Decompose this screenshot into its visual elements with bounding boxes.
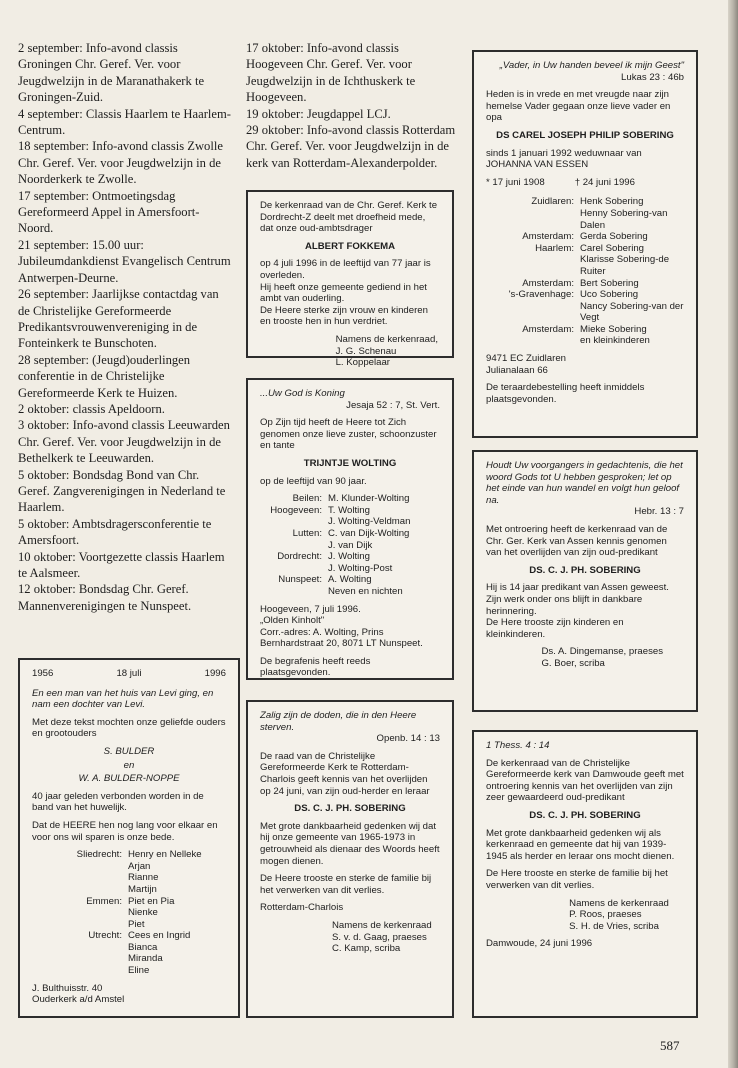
notice-wolting <box>246 378 454 680</box>
agenda-item: 12 oktober: Bondsdag Chr. Geref. Mannenverenigingen te Nunspeet. <box>18 582 192 613</box>
agenda-item: 29 oktober: Info-avond classis Rotterdam Chr. Geref. Ver. voor Jeugdwelzijn in de kerk van Rotterdam-Alexanderpolder. <box>246 123 456 170</box>
death-date: † 24 juni 1996 <box>574 176 635 188</box>
footer: Hoogeveen, 7 juli 1996. „Olden Kinholt" Corr.-adres: A. Wolting, Prins Bernhardstraat 20, 8071 LT Nunspeet. <box>260 603 423 650</box>
family-row: Amsterdam: Mieke Sobering en kleinkinderen <box>522 323 650 347</box>
notice-fokkema <box>246 190 454 369</box>
verse: Zalig zijn de doden, die in den Heere sterven. <box>260 710 417 733</box>
and: en <box>123 759 135 771</box>
family-row: 's-Gravenhage: Uco Sobering Nancy Sobering-van der Vegt <box>508 289 684 324</box>
text: 40 jaar geleden verbonden worden in de band van het huwelijk. <box>32 790 204 814</box>
deceased-name: DS. C. J. PH. SOBERING <box>294 803 406 815</box>
verse: En een man van het huis van Levi ging, en nam een dochter van Levi. <box>32 687 214 711</box>
year-from: 1956 <box>32 668 54 679</box>
text: Met grote dankbaarheid gedenken wij als kerkenraad en gemeente dat hij van 1939-1945 als herder en leraar ons mocht dienen. <box>486 827 675 862</box>
intro: Met ontroering heeft de kerkenraad van de Chr. Ger. Kerk van Assen kennis genomen van het overlijden van zijn oud-predikant <box>486 523 668 559</box>
verse-ref: Lukas 23 : 46b <box>621 71 684 83</box>
agenda-item: 21 september: 15.00 uur: Jubileumdankdienst Evangelisch Centrum Antwerpen-Deurne. <box>18 237 231 285</box>
verse-ref: Hebr. 13 : 7 <box>634 506 684 518</box>
notice-damwoude <box>472 730 698 1018</box>
agenda-item: 19 oktober: Jeugdappel LCJ. <box>246 106 391 121</box>
age: op de leeftijd van 90 jaar. <box>260 475 367 487</box>
agenda-item: 3 oktober: Info-avond classis Leeuwarden Chr. Geref. Ver. voor Jeugdwelzijn in de Bethelkerk te Leeuwarden. <box>18 418 230 466</box>
signature: Namens de kerkenraad P. Roos, praeses S. H. de Vries, scriba <box>569 897 669 932</box>
agenda-item: 4 september: Classis Haarlem te Haarlem-Centrum. <box>18 106 231 138</box>
address: 9471 EC Zuidlaren Julianalaan 66 <box>486 353 566 376</box>
family-row: Utrecht: Cees en Ingrid Bianca Miranda Eline <box>88 930 191 977</box>
deceased-name: DS CAREL JOSEPH PHILIP SOBERING <box>496 129 674 141</box>
agenda-item: 17 oktober: Info-avond classis Hoogeveen Chr. Geref. Ver. voor Jeugdwelzijn in de Ichthuskerk te Hoogeveen. <box>246 41 416 105</box>
agenda-item: 5 oktober: Bondsdag Bond van Chr. Geref. Zangverenigingen in Nederland te Haarlem. <box>18 467 226 515</box>
family-row: Zuidlaren: Henk Sobering Henny Sobering-van Dalen <box>531 196 668 231</box>
intro: De kerkenraad van de Chr. Geref. Kerk te Dordrecht-Z deelt met droefheid mede, dat onze oud-ambtsdrager <box>260 200 438 235</box>
text: De Heere sterke zijn vrouw en kinderen en trooste hen in hun verdriet. <box>260 304 428 328</box>
family-list <box>32 849 226 977</box>
name-wife: W. A. BULDER-NOPPE <box>78 773 180 785</box>
place: Rotterdam-Charlois <box>260 902 344 914</box>
signature: Namens de kerkenraad S. v. d. Gaag, praeses C. Kamp, scriba <box>332 919 432 955</box>
verse: ...Uw God is Koning <box>260 388 345 399</box>
family-row: Nunspeet: A. Wolting Neven en nichten <box>278 574 403 597</box>
agenda-item: 2 oktober: classis Apeldoorn. <box>18 401 165 416</box>
family-row: Dordrecht: J. Wolting J. Wolting-Post <box>277 551 393 574</box>
family-row: Haarlem: Carel Sobering Klarisse Sobering-de Ruiter <box>535 242 670 277</box>
deceased-name: DS. C. J. PH. SOBERING <box>529 809 641 821</box>
agenda-item: 2 september: Info-avond classis Groningen Chr. Geref. Ver. voor Jeugdwelzijn in de Maranathakerk te Groningen-Zuid. <box>18 41 205 105</box>
notice-family-sobering <box>472 50 698 438</box>
notice-rotterdam <box>246 700 454 1018</box>
intro: Met deze tekst mochten onze geliefde ouders en grootouders <box>32 716 226 740</box>
text: De Heere trooste en sterke de familie bij het verwerken van dit verlies. <box>260 873 432 896</box>
life-dates <box>486 177 684 189</box>
place-date: Damwoude, 24 juni 1996 <box>486 938 593 950</box>
family-row: Beilen: M. Klunder-Wolting <box>292 493 410 505</box>
signature: Namens de kerkenraad, J. G. Schenau L. Koppelaar <box>335 333 438 369</box>
intro: Op Zijn tijd heeft de Heere tot Zich genomen onze lieve zuster, schoonzuster en tante <box>260 417 437 452</box>
agenda-item: 18 september: Info-avond classis Zwolle Chr. Geref. Ver. voor Jeugdwelzijn in de Noorderkerk te Zwolle. <box>18 139 223 187</box>
agenda-item: 26 september: Jaarlijkse contactdag van de Christelijke Gereformeerde Predikantsvrouwenvereniging in de Fonteinkerk te Bunschoten. <box>18 287 219 351</box>
agenda-item: 28 september: (Jeugd)ouderlingen conferentie in de Christelijke Gereformeerde Kerk te Huizen. <box>18 352 191 400</box>
agenda-item: 10 oktober: Voortgezette classis Haarlem te Aalsmeer. <box>18 549 225 580</box>
page-number: 587 <box>660 1038 680 1053</box>
text: Dat de HEERE hen nog lang voor elkaar en voor ons wil sparen is onze bede. <box>32 819 218 843</box>
family-row: Amsterdam: Gerda Sobering <box>522 231 648 243</box>
agenda-item: 5 oktober: Ambtsdragersconferentie te Amersfoort. <box>18 516 212 548</box>
intro: Heden is in vrede en met vreugde naar zijn hemelse Vader gegaan onze lieve vader en opa <box>486 89 671 124</box>
text: De Here trooste en sterke de familie bij het verwerken van dit verlies. <box>486 868 668 891</box>
notice-assen <box>472 450 698 712</box>
intro: De kerkenraad van de Christelijke Gereformeerde kerk van Damwoude geeft met ontroering kennis van het overlijden van zijn zeer gewaardeerd oud-predikant <box>486 757 684 804</box>
text: Hij heeft onze gemeente gediend in het ambt van ouderling. <box>260 281 427 305</box>
agenda-left <box>18 40 232 614</box>
deceased-name: ALBERT FOKKEMA <box>304 240 396 252</box>
family-row: Amsterdam: Bert Sobering <box>522 277 639 289</box>
agenda-mid <box>246 40 458 171</box>
birth-date: * 17 juni 1908 <box>486 176 545 188</box>
family-row: Hoogeveen: T. Wolting J. Wolting-Veldman <box>270 504 411 528</box>
year-to: 1996 <box>204 668 226 679</box>
deceased-name: DS. C. J. PH. SOBERING <box>529 564 641 576</box>
family-list <box>260 493 440 597</box>
family-row: Emmen: Piet en Pia Nienke Piet <box>86 895 175 930</box>
burial: De teraardebestelling heeft inmiddels plaatsgevonden. <box>486 382 645 405</box>
text: De Here trooste zijn kinderen en kleinkinderen. <box>486 617 624 640</box>
notice-bulder <box>18 658 240 1018</box>
name-husband: S. BULDER <box>103 745 155 757</box>
page-edge <box>728 0 738 1068</box>
deceased-name: TRIJNTJE WOLTING <box>303 457 397 469</box>
address: J. Bulthuisstr. 40 Ouderkerk a/d Amstel <box>32 982 125 1006</box>
verse: 1 Thess. 4 : 14 <box>486 740 550 751</box>
agenda-item: 17 september: Ontmoetingsdag Gereformeerd Appel in Amersfoort-Noord. <box>18 188 200 236</box>
verse: Houdt Uw voorgangers in gedachtenis, die het woord Gods tot U hebben gesproken; let op het einde van hun wandel en volgt hun geloof na. <box>486 460 683 506</box>
verse-ref: Openb. 14 : 13 <box>376 733 440 745</box>
widow: sinds 1 januari 1992 weduwnaar van JOHANNA VAN ESSEN <box>486 147 642 171</box>
verse-ref: Jesaja 52 : 7, St. Vert. <box>346 399 440 411</box>
signature: Ds. A. Dingemanse, praeses G. Boer, scriba <box>541 646 664 669</box>
text: Hij is 14 jaar predikant van Assen geweest. Zijn werk onder ons blijft in dankbare herinnering. <box>486 582 669 617</box>
family-row: Sliedrecht: Henry en Nelleke Arjan Rianne Martijn <box>76 849 202 895</box>
text: op 4 juli 1996 in de leeftijd van 77 jaar is overleden. <box>260 258 431 281</box>
verse: „Vader, in Uw handen beveel ik mijn Geest" <box>499 60 684 71</box>
date: 18 juli <box>116 668 142 679</box>
notice-header <box>32 668 226 680</box>
text: Met grote dankbaarheid gedenken wij dat hij onze gemeente van 1965-1973 in getrouwheid als dienaar des Woords heeft mogen dienen. <box>260 820 440 867</box>
burial: De begrafenis heeft reeds plaatsgevonden. <box>260 655 371 679</box>
family-row: Lutten: C. van Dijk-Wolting J. van Dijk <box>292 527 410 551</box>
intro: De raad van de Christelijke Gereformeerde Kerk te Rotterdam-Charlois geeft kennis van het overlijden op 24 juni, van zijn oud-herder en leraar <box>260 750 430 797</box>
family-list <box>486 196 684 347</box>
